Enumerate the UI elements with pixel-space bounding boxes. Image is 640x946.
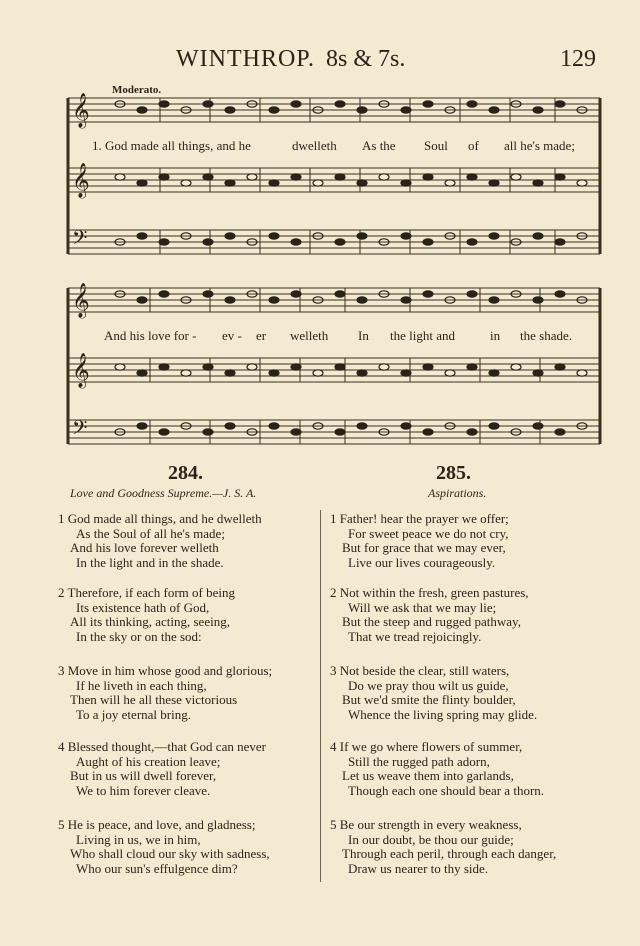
lyric-s2-3: er	[256, 328, 267, 343]
note-head	[225, 180, 235, 186]
note-head	[489, 107, 499, 113]
hymn-285-number: 285.	[436, 462, 471, 484]
page-number: 129	[560, 46, 596, 72]
note-head	[357, 423, 367, 429]
note-head	[137, 423, 147, 429]
note-head	[247, 174, 257, 180]
note-head	[159, 174, 169, 180]
note-head	[203, 291, 213, 297]
note-head	[489, 423, 499, 429]
lyric-s2-8: the shade.	[520, 328, 572, 343]
hymn-284-verse-2: 2 Therefore, if each form of being Its existence hath of God, All its thinking, acting, seeing, In the sky or on the sod:	[58, 585, 235, 644]
note-head	[401, 107, 411, 113]
treble-clef: 𝄞	[72, 283, 90, 318]
note-head	[181, 370, 191, 376]
note-head	[467, 291, 477, 297]
note-head	[489, 297, 499, 303]
tune-meter: 8s & 7s.	[326, 46, 406, 72]
note-head	[115, 364, 125, 370]
hymn-285-verse-4: 4 If we go where flowers of summer, Still the rugged path adorn, Let us weave them into garlands, Though each one should bear a thorn.	[330, 739, 545, 798]
page-header	[0, 44, 640, 84]
note-head	[445, 180, 455, 186]
note-head	[203, 239, 213, 245]
note-head	[423, 429, 433, 435]
lyric-s1-4: Soul	[424, 138, 448, 153]
note-head	[555, 291, 565, 297]
note-head	[533, 370, 543, 376]
note-head	[291, 429, 301, 435]
note-head	[159, 101, 169, 107]
lyric-s2-5: In	[358, 328, 369, 343]
hymn-284-verse-5: 5 He is peace, and love, and gladness; Living in us, we in him, Who shall cloud our sky with sadness, Who our sun's effulgence dim?	[58, 817, 270, 876]
note-head	[357, 233, 367, 239]
note-head	[577, 180, 587, 186]
note-head	[269, 233, 279, 239]
note-head	[357, 107, 367, 113]
note-head	[423, 291, 433, 297]
note-head	[137, 180, 147, 186]
note-head	[423, 239, 433, 245]
note-head	[225, 233, 235, 239]
hymn-285-verse-1: 1 Father! hear the prayer we offer; For sweet peace we do not cry, But for grace that we may ever, Live our lives courageously.	[330, 511, 509, 570]
note-head	[357, 180, 367, 186]
note-head	[137, 297, 147, 303]
note-head	[511, 174, 521, 180]
tune-title: WINTHROP.	[176, 46, 315, 72]
note-head	[401, 370, 411, 376]
note-head	[489, 180, 499, 186]
note-head	[225, 107, 235, 113]
hymn-285-subtitle: Aspirations.	[428, 486, 487, 500]
note-head	[467, 364, 477, 370]
note-head	[137, 107, 147, 113]
note-head	[555, 101, 565, 107]
note-head	[533, 423, 543, 429]
note-head	[225, 423, 235, 429]
note-head	[335, 291, 345, 297]
note-head	[115, 174, 125, 180]
note-head	[335, 429, 345, 435]
note-head	[577, 370, 587, 376]
lyric-s2-1: And his love for -	[104, 328, 197, 343]
note-head	[313, 370, 323, 376]
note-head	[159, 429, 169, 435]
hymn-285-verse-2: 2 Not within the fresh, green pastures, Will we ask that we may lie; But the steep and rugged pathway, That we tread rejoicingly.	[330, 585, 529, 644]
note-head	[159, 364, 169, 370]
lyric-s2-6: the light and	[390, 328, 455, 343]
note-head	[401, 180, 411, 186]
lyric-s2-7: in	[490, 328, 501, 343]
note-head	[291, 239, 301, 245]
note-head	[291, 291, 301, 297]
treble-clef: 𝄞	[72, 353, 90, 388]
note-head	[203, 101, 213, 107]
hymn-284-subtitle: Love and Goodness Supreme.—J. S. A.	[70, 486, 257, 500]
lyric-s1-2: dwelleth	[292, 138, 337, 153]
note-head	[401, 233, 411, 239]
note-head	[335, 174, 345, 180]
hymn-285-verse-5: 5 Be our strength in every weakness, In our doubt, be thou our guide; Through each peril, through each danger, Draw us nearer to thy side.	[330, 817, 557, 876]
bass-clef: 𝄢	[72, 226, 88, 254]
note-head	[335, 239, 345, 245]
treble-clef: 𝄞	[72, 93, 90, 128]
lyric-s2-2: ev -	[222, 328, 242, 343]
lyric-s1-6: all he's made;	[504, 138, 575, 153]
note-head	[423, 364, 433, 370]
note-head	[225, 297, 235, 303]
note-head	[445, 370, 455, 376]
note-head	[203, 429, 213, 435]
bass-clef: 𝄢	[72, 416, 88, 444]
note-head	[269, 297, 279, 303]
note-head	[269, 180, 279, 186]
note-head	[159, 291, 169, 297]
note-head	[555, 429, 565, 435]
note-head	[159, 239, 169, 245]
note-head	[533, 180, 543, 186]
hymn-284-verse-3: 3 Move in him whose good and glorious; If he liveth in each thing, Then will he all these victorious To a joy eternal bring.	[58, 663, 273, 722]
note-head	[335, 101, 345, 107]
note-head	[247, 364, 257, 370]
note-head	[401, 423, 411, 429]
note-head	[533, 107, 543, 113]
lyric-s1-5: of	[468, 138, 479, 153]
note-head	[335, 364, 345, 370]
hymn-285-verse-3: 3 Not beside the clear, still waters, Do we pray thou wilt us guide, But we'd smite the flinty boulder, Whence the living spring may glide.	[330, 663, 538, 722]
note-head	[467, 239, 477, 245]
note-head	[533, 233, 543, 239]
note-head	[291, 101, 301, 107]
lyric-s1-1: 1. God made all things, and he	[92, 138, 251, 153]
note-head	[137, 233, 147, 239]
note-head	[533, 297, 543, 303]
note-head	[291, 174, 301, 180]
hymn-284-verse-1: 1 God made all things, and he dwelleth As the Soul of all he's made; And his love forever welleth In the light and in the shade.	[58, 511, 262, 570]
note-head	[203, 364, 213, 370]
lyric-s2-4: welleth	[290, 328, 329, 343]
note-head	[489, 370, 499, 376]
note-head	[379, 364, 389, 370]
note-head	[379, 174, 389, 180]
note-head	[555, 174, 565, 180]
lyric-s1-3: As the	[362, 138, 396, 153]
tempo-marking: Moderato.	[112, 84, 162, 96]
note-head	[511, 364, 521, 370]
note-head	[313, 180, 323, 186]
note-head	[269, 423, 279, 429]
hymn-284-number: 284.	[168, 462, 203, 484]
note-head	[269, 107, 279, 113]
note-head	[269, 370, 279, 376]
hymn-284-verse-4: 4 Blessed thought,—that God can never Aught of his creation leave; But in us will dwell forever, We to him forever cleave.	[58, 739, 266, 798]
note-head	[137, 370, 147, 376]
note-head	[225, 370, 235, 376]
note-head	[423, 174, 433, 180]
note-head	[181, 180, 191, 186]
note-head	[203, 174, 213, 180]
note-head	[555, 239, 565, 245]
note-head	[467, 429, 477, 435]
note-head	[489, 233, 499, 239]
note-head	[555, 364, 565, 370]
column-divider	[320, 510, 321, 882]
note-head	[467, 101, 477, 107]
note-head	[357, 370, 367, 376]
note-head	[291, 364, 301, 370]
note-head	[401, 297, 411, 303]
treble-clef: 𝄞	[72, 163, 90, 198]
note-head	[423, 101, 433, 107]
note-head	[467, 174, 477, 180]
note-head	[357, 297, 367, 303]
